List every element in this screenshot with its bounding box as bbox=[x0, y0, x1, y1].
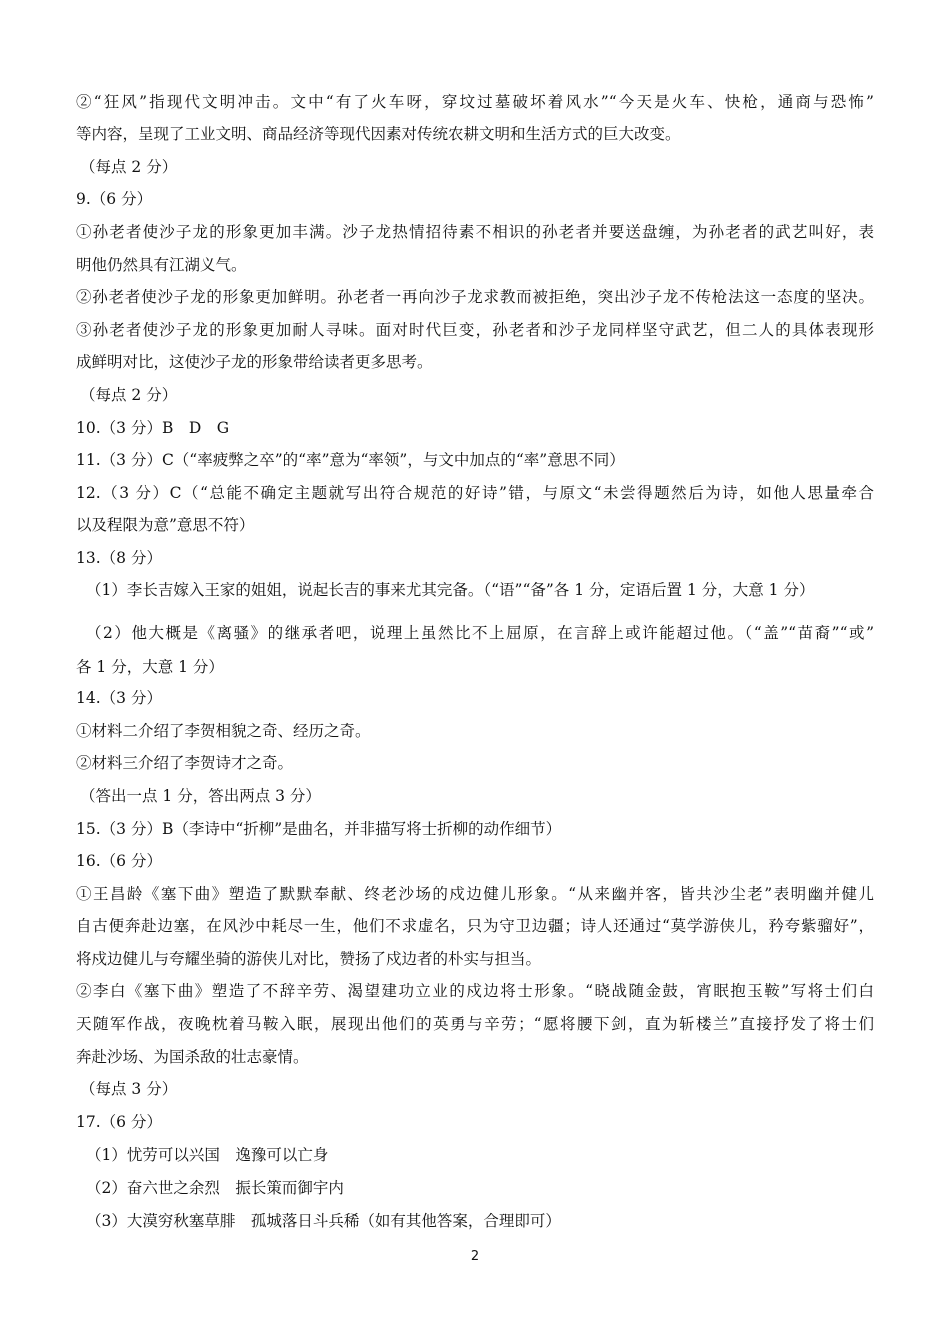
score-note: （每点 2 分） bbox=[80, 158, 178, 176]
text-line: 奔赴沙场、为国杀敌的壮志豪情。 bbox=[76, 1048, 309, 1066]
text-line: ②孙老者使沙子龙的形象更加鲜明。孙老者一再向沙子龙求教而被拒绝，突出沙子龙不传枪法这一态度的坚决。 bbox=[76, 288, 874, 306]
text-line: ③孙老者使沙子龙的形象更加耐人寻味。面对时代巨变，孙老者和沙子龙同样坚守武艺，但二人的具体表现形 bbox=[76, 321, 874, 339]
question-answer: 11.（3 分）C（“率疲弊之卒”的“率”意为“率领”，与文中加点的“率”意思不同） bbox=[76, 451, 625, 469]
text-line: 天随军作战，夜晚枕着马鞍入眠，展现出他们的英勇与辛劳；“愿将腰下剑，直为斩楼兰”直接抒发了将士们 bbox=[76, 1015, 874, 1033]
question-answer: 10.（3 分）B D G bbox=[76, 419, 230, 437]
text-line: 各 1 分，大意 1 分） bbox=[76, 658, 224, 676]
text-line: 成鲜明对比，这使沙子龙的形象带给读者更多思考。 bbox=[76, 353, 433, 371]
text-line: ②李白《塞下曲》塑造了不辞辛劳、渴望建功立业的戍边将士形象。“晓战随金鼓，宵眠抱玉鞍”写将士们白 bbox=[76, 982, 874, 1000]
text-line: ②“狂风”指现代文明冲击。文中“有了火车呀，穿坟过墓破坏着风水”“今天是火车、快枪，通商与恐怖” bbox=[76, 93, 874, 111]
score-note: （每点 2 分） bbox=[80, 386, 178, 404]
score-note: （答出一点 1 分，答出两点 3 分） bbox=[80, 787, 321, 805]
text-line: 以及程限为意”意思不符） bbox=[76, 516, 255, 534]
text-line: ①孙老者使沙子龙的形象更加丰满。沙子龙热情招待素不相识的孙老者并要送盘缠，为孙老者的武艺叫好，表 bbox=[76, 223, 874, 241]
text-line: 明他仍然具有江湖义气。 bbox=[76, 256, 247, 274]
text-line: ①王昌龄《塞下曲》塑造了默默奉献、终老沙场的戍边健儿形象。“从来幽并客，皆共沙尘老”表明幽并健儿 bbox=[76, 885, 874, 903]
text-line: 自古便奔赴边塞，在风沙中耗尽一生，他们不求虚名，只为守卫边疆；诗人还通过“莫学游侠儿，矜夸紫骝好”， bbox=[76, 917, 874, 935]
question-answer: 15.（3 分）B（李诗中“折柳”是曲名，并非描写将士折柳的动作细节） bbox=[76, 820, 562, 838]
question-heading: 16.（6 分） bbox=[76, 852, 162, 870]
text-line: 等内容，呈现了工业文明、商品经济等现代因素对传统农耕文明和生活方式的巨大改变。 bbox=[76, 125, 681, 143]
sub-answer: （2）他大概是《离骚》的继承者吧，说理上虽然比不上屈原，在言辞上或许能超过他。（“盖”“苗裔”“或” bbox=[86, 624, 874, 642]
sub-answer: （1）忧劳可以兴国 逸豫可以亡身 bbox=[86, 1146, 329, 1164]
page-number: 2 bbox=[470, 1249, 480, 1264]
question-answer: 12.（3 分）C（“总能不确定主题就写出符合规范的好诗”错，与原文“未尝得题然后为诗，如他人思量牵合 bbox=[76, 484, 874, 502]
sub-answer: （2）奋六世之余烈 振长策而御宇内 bbox=[86, 1179, 344, 1197]
question-heading: 9.（6 分） bbox=[76, 190, 153, 208]
text-line: ②材料三介绍了李贺诗才之奇。 bbox=[76, 754, 294, 772]
sub-answer: （3）大漠穷秋塞草腓 孤城落日斗兵稀（如有其他答案，合理即可） bbox=[86, 1212, 561, 1230]
question-heading: 13.（8 分） bbox=[76, 549, 162, 567]
text-line: ①材料二介绍了李贺相貌之奇、经历之奇。 bbox=[76, 722, 371, 740]
question-heading: 14.（3 分） bbox=[76, 689, 162, 707]
sub-answer: （1）李长吉嫁入王家的姐姐，说起长吉的事来尤其完备。（“语”“备”各 1 分，定语后置 1 分，大意 1 分） bbox=[86, 581, 815, 599]
score-note: （每点 3 分） bbox=[80, 1080, 178, 1098]
text-line: 将戍边健儿与夸耀坐骑的游侠儿对比，赞扬了戍边者的朴实与担当。 bbox=[76, 950, 542, 968]
question-heading: 17.（6 分） bbox=[76, 1113, 162, 1131]
